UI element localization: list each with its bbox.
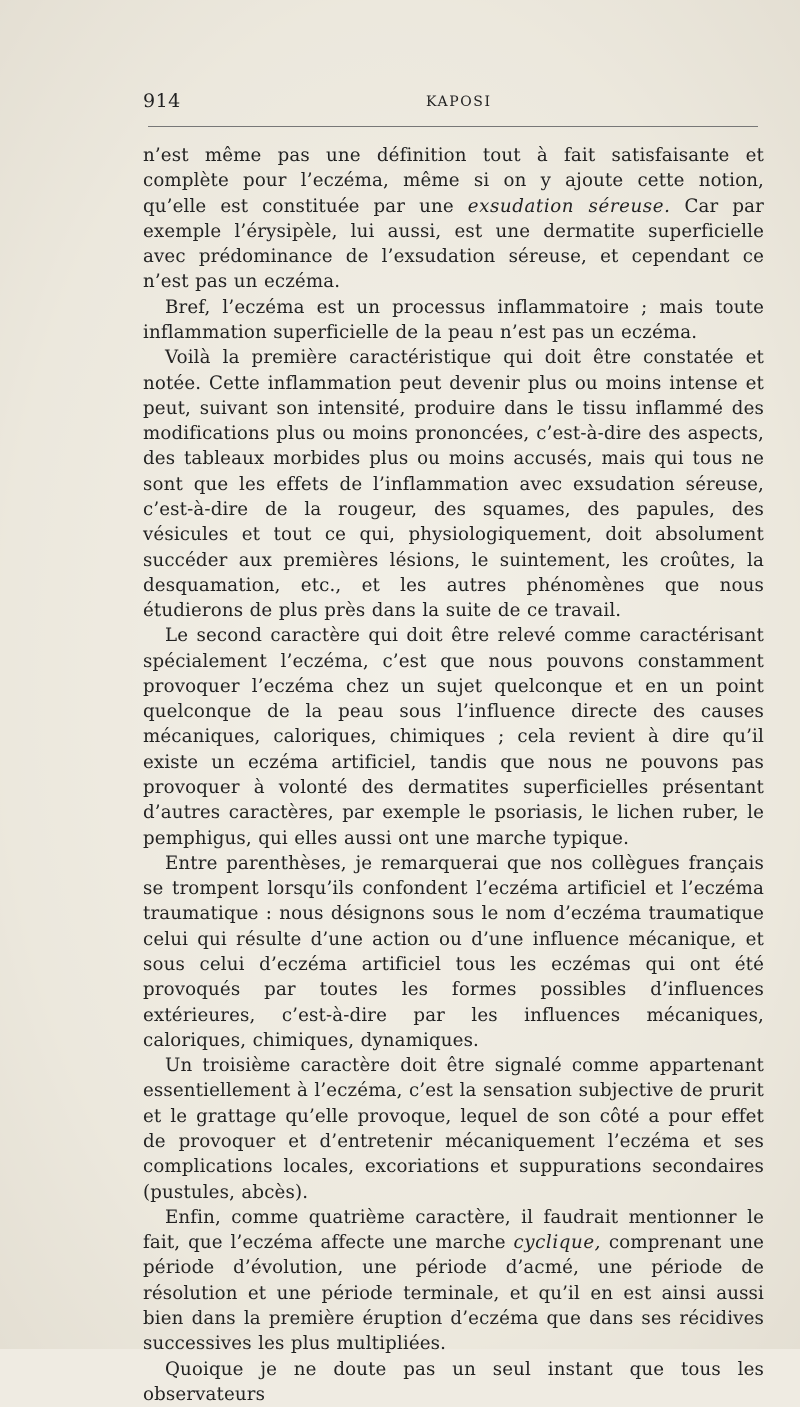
- page-number: 914: [143, 90, 181, 112]
- header-rule: [148, 126, 758, 127]
- paragraph-2: Bref, l’eczéma est un processus inflammatoire ; mais toute inflammation superficielle de la peau n’est pas un eczéma.: [143, 295, 764, 346]
- emphasis-cyclique: cyclique,: [513, 1232, 601, 1253]
- paragraph-6: Un troisième caractère doit être signalé comme appartenant essentiellement à l’eczéma, c’est la sensation subjective de prurit et le grattage qu’elle provoque, lequel de son côté a pour effet de provoquer et d’entretenir mécaniquement l’eczéma et ses complications locales, excoriations et suppurations secondaires (pustules, abcès).: [143, 1053, 764, 1205]
- page-header: [143, 88, 763, 120]
- paragraph-4: Le second caractère qui doit être relevé comme caractérisant spécialement l’eczéma, c’est que nous pouvons constamment provoquer l’eczéma chez un sujet quelconque et en un point quelconque de la peau sous l’influence directe des causes mécaniques, caloriques, chimiques ; cela revient à dire qu’il existe un eczéma artificiel, tandis que nous ne pouvons pas provoquer à volonté des dermatites superficielles présentant d’autres caractères, par exemple le psoriasis, le lichen ruber, le pemphigus, qui elles aussi ont une marche typique.: [143, 623, 764, 851]
- body-text: [143, 143, 764, 1407]
- running-head: KAPOSI: [426, 94, 492, 110]
- paragraph-8: Quoique je ne doute pas un seul instant que tous les observateurs: [143, 1357, 764, 1407]
- paragraph-3: Voilà la première caractéristique qui doit être constatée et notée. Cette inflammation peut devenir plus ou moins intense et peut, suivant son intensité, produire dans le tissu inflammé des modifications plus ou moins prononcées, c’est-à-dire des aspects, des tableaux morbides plus ou moins accusés, mais qui tous ne sont que les effets de l’inflammation avec exsudation séreuse, c’est-à-dire de la rougeur, des squames, des papules, des vésicules et tout ce qui, physiologiquement, doit absolument succéder aux premières lésions, le suintement, les croûtes, la desquamation, etc., et les autres phénomènes que nous étudierons de plus près dans la suite de ce travail.: [143, 345, 764, 623]
- paragraph-7: Enfin, comme quatrième caractère, il faudrait mentionner le fait, que l’eczéma affecte une marche cyclique, comprenant une période d’évolution, une période d’acmé, une période de résolution et une période terminale, et qu’il en est ainsi aussi bien dans la première éruption d’eczéma que dans ses récidives successives les plus multipliées.: [143, 1205, 764, 1357]
- emphasis-exsudation-sereuse: exsudation séreuse.: [468, 196, 671, 217]
- paragraph-5: Entre parenthèses, je remarquerai que nos collègues français se trompent lorsqu’ils confondent l’eczéma artificiel et l’eczéma traumatique : nous désignons sous le nom d’eczéma traumatique celui qui résulte d’une action ou d’une influence mécanique, et sous celui d’eczéma artificiel tous les eczémas qui ont été provoqués par toutes les formes possibles d’influences extérieures, c’est-à-dire par les influences mécaniques, caloriques, chimiques, dynamiques.: [143, 851, 764, 1053]
- paragraph-1: n’est même pas une définition tout à fait satisfaisante et complète pour l’eczéma, même si on y ajoute cette notion, qu’elle est constituée par une exsudation séreuse. Car par exemple l’érysipèle, lui aussi, est une dermatite superficielle avec prédominance de l’exsudation séreuse, et cependant ce n’est pas un eczéma.: [143, 143, 764, 295]
